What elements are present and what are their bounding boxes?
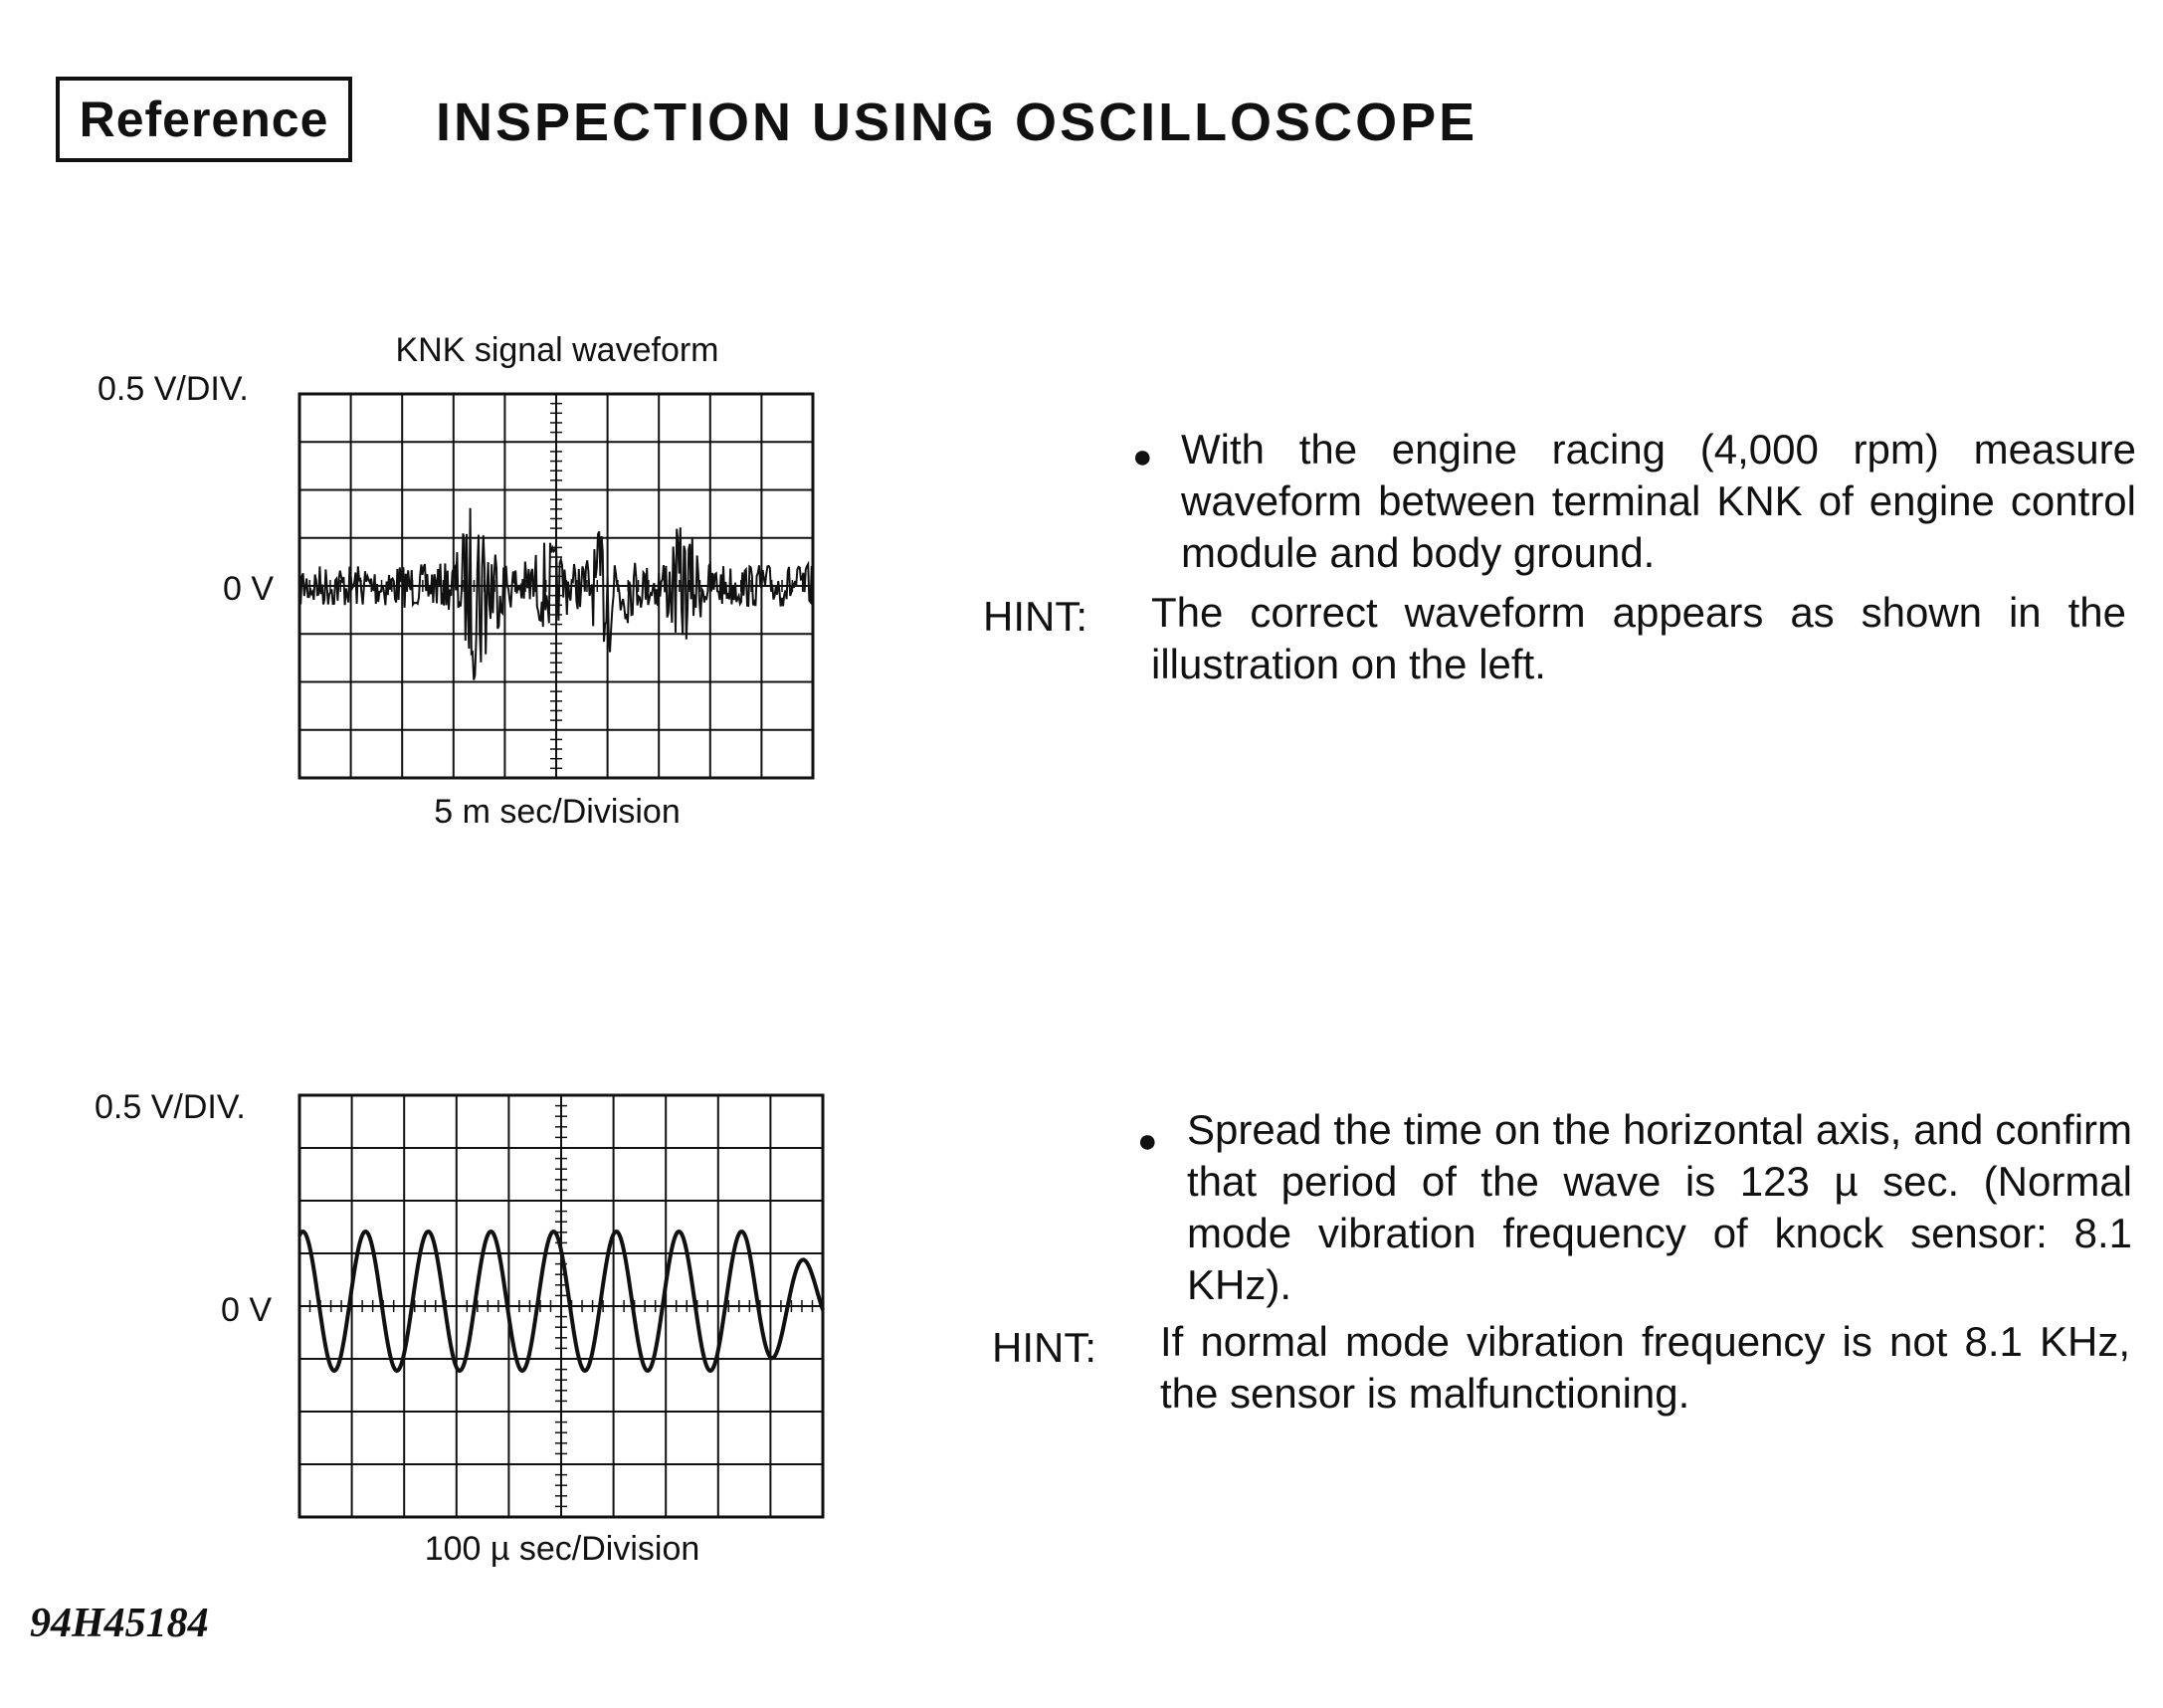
step1-hint-text: The correct waveform appears as shown in the illustration on the left.	[1151, 589, 2126, 687]
scope2-volts-per-div: 0.5 V/DIV.	[95, 1088, 246, 1126]
step2-bullet: ●	[1137, 1122, 1158, 1160]
step2-hint-text: If normal mode vibration frequency is not 8.1 KHz, the sensor is malfunctioning.	[1160, 1318, 2130, 1417]
step2-text: Spread the time on the horizontal axis, and confirm that period of the wave is 123 µ sec. (Normal mode vibration frequency of knock sensor: 8.1 KHz).	[1187, 1106, 2132, 1308]
step1-hint-label: HINT:	[983, 593, 1087, 640]
scope1-time-per-div: 5 m sec/Division	[434, 793, 681, 831]
scope1-graticule	[299, 394, 813, 778]
scope1-zero-label: 0 V	[223, 570, 275, 608]
scope1-title: KNK signal waveform	[395, 331, 719, 369]
reference-label: Reference	[56, 77, 352, 162]
step2-hint-label: HINT:	[992, 1324, 1096, 1371]
scope2-graticule	[299, 1095, 823, 1517]
step1-text: With the engine racing (4,000 rpm) measure waveform between terminal KNK of engine control module and body ground.	[1181, 426, 2136, 576]
step1-bullet: ●	[1132, 438, 1153, 475]
page-title: INSPECTION USING OSCILLOSCOPE	[436, 93, 1478, 152]
scope2-time-per-div: 100 µ sec/Division	[424, 1530, 700, 1568]
scope2-zero-label: 0 V	[221, 1291, 273, 1329]
figure-id: 94H45184	[30, 1601, 209, 1646]
scope1-volts-per-div: 0.5 V/DIV.	[98, 370, 249, 408]
